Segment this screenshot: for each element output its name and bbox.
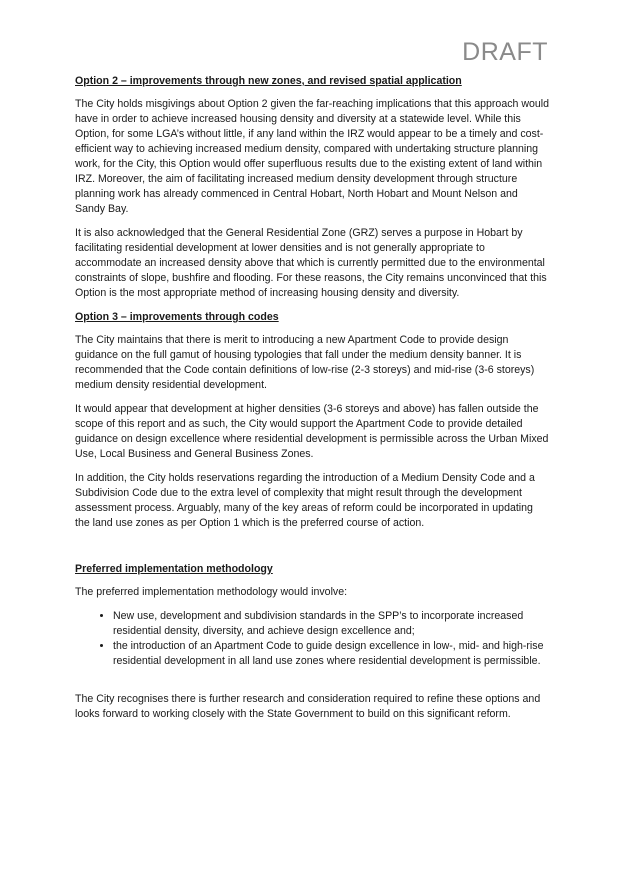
document-body <box>75 74 550 731</box>
option2-paragraph-2: It is also acknowledged that the General Residential Zone (GRZ) serves a purpose in Hobart by facilitating residential development at lower densities and is not generally appropriate to accommodate an increased density above that which is currently permitted due to the environmental constraints of slope, bushfire and flooding. For these reasons, the City remains unconvinced that this Option is the most appropriate method of increasing housing density and diversity. <box>75 227 547 299</box>
closing-paragraph: The City recognises there is further research and consideration required to refine these options and looks forward to working closely with the State Government to build on this significant reform. <box>75 693 541 720</box>
option3-paragraph-2: It would appear that development at higher densities (3-6 storeys and above) has fallen outside the scope of this report and as such, the City would support the Apartment Code to provide detailed guidance on design excellence where residential development is permissible across the Urban Mixed Use, Local Business and General Business Zones. <box>75 403 549 460</box>
preferred-intro: The preferred implementation methodology would involve: <box>75 586 348 598</box>
closing-spacer <box>75 678 550 692</box>
preferred-bullet-list <box>75 609 550 669</box>
option2-paragraph-1: The City holds misgivings about Option 2 given the far-reaching implications that this approach would have in order to achieve increased housing density and diversity at a statewide level. While this Option, for some LGA’s without little, if any land within the IRZ would appear to be a timely and cost-efficient way to achieving increased medium density, compared with undertaking structure planning work, for the City, this Option would offer superfluous results due to the existing extent of land within IRZ. Moreover, the aim of facilitating increased medium density development through structure planning work has already commenced in Central Hobart, North Hobart and Mount Nelson and Sandy Bay. <box>75 98 550 215</box>
preferred-bullet-2: • the introduction of an Apartment Code to guide design excellence in low-, mid- and high-rise residential development in all land use zones where residential development is permissible. <box>113 639 550 669</box>
option2-heading: Option 2 – improvements through new zones, and revised spatial application <box>75 75 462 87</box>
draft-watermark: DRAFT <box>462 38 548 66</box>
option3-paragraph-1: The City maintains that there is merit to introducing a new Apartment Code to provide design guidance on the full gamut of housing typologies that fall under the medium density banner. It is recommended that the Code contain definitions of low-rise (2-3 storeys) and mid-rise (3-6 storeys) medium density residential development. <box>75 334 535 391</box>
option3-paragraph-3: In addition, the City holds reservations regarding the introduction of a Medium Density Code and a Subdivision Code due to the extra level of complexity that might result through the development assessment process. Arguably, many of the key areas of reform could be incorporated in updating the land use zones as per Option 1 which is the preferred course of action. <box>75 472 535 529</box>
option3-heading: Option 3 – improvements through codes <box>75 311 279 323</box>
section-spacer <box>75 540 550 562</box>
preferred-heading: Preferred implementation methodology <box>75 563 273 575</box>
preferred-bullet-1: • New use, development and subdivision standards in the SPP’s to incorporate increased residential density, diversity, and achieve design excellence and; <box>113 609 550 639</box>
